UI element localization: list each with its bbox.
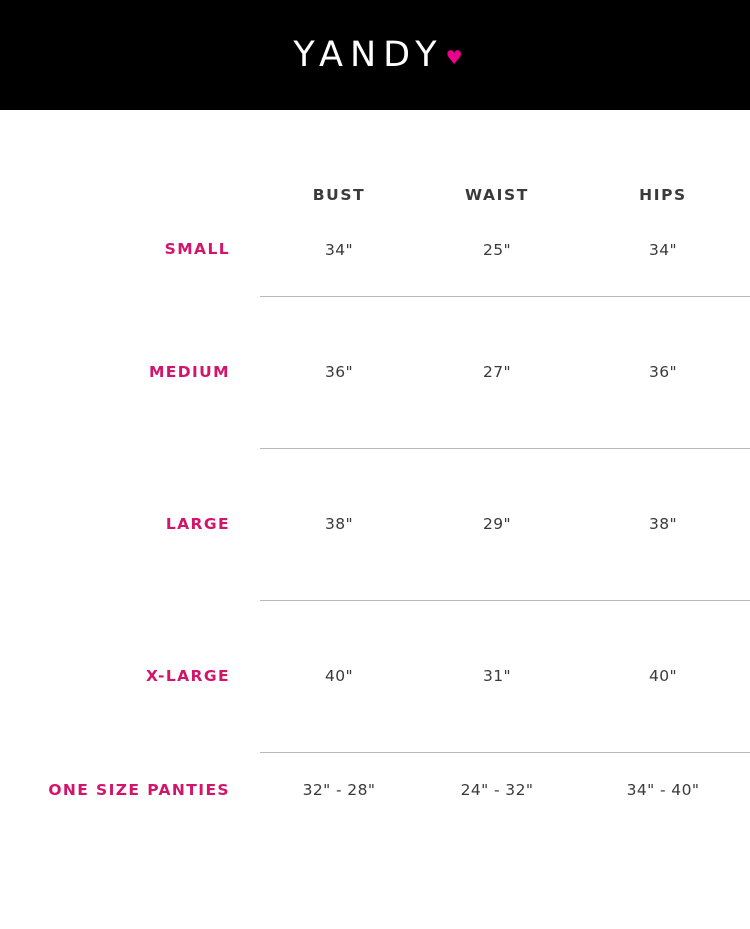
cell-onesize-waist: 24" - 32" <box>460 781 534 800</box>
table-row <box>0 204 750 296</box>
table-row <box>0 448 750 600</box>
column-header-bust: BUST <box>312 186 366 204</box>
row-label-xlarge: X-LARGE <box>145 666 230 685</box>
cell-large-hips: 38" <box>576 448 750 600</box>
table-row <box>0 296 750 448</box>
cell-xlarge-bust: 40" <box>260 600 418 752</box>
column-header-waist: WAIST <box>465 186 529 204</box>
cell-small-hips: 34" <box>576 204 750 296</box>
cell-medium-hips: 36" <box>576 296 750 448</box>
cell-small-waist: 25" <box>418 204 576 296</box>
cell-xlarge-hips: 40" <box>576 600 750 752</box>
cell-onesize-bust: 32" - 28" <box>302 781 376 800</box>
table-row <box>0 600 750 752</box>
cell-large-waist: 29" <box>418 448 576 600</box>
heart-icon: ♥ <box>445 46 463 69</box>
cell-xlarge-waist: 31" <box>418 600 576 752</box>
column-header-hips: HIPS <box>639 186 687 204</box>
cell-small-bust: 34" <box>260 204 418 296</box>
row-label-one-size-panties: ONE SIZE PANTIES <box>48 780 230 799</box>
site-header <box>0 0 750 110</box>
row-label-medium: MEDIUM <box>148 362 230 381</box>
row-label-small: SMALL <box>164 240 230 259</box>
size-chart-container <box>0 110 750 828</box>
cell-onesize-hips: 34" - 40" <box>626 781 700 800</box>
size-chart-table <box>0 172 750 828</box>
cell-medium-waist: 27" <box>418 296 576 448</box>
table-row <box>0 752 750 828</box>
brand-name: YANDY <box>293 34 444 75</box>
row-label-large: LARGE <box>165 514 230 533</box>
table-header-row <box>0 172 750 204</box>
cell-large-bust: 38" <box>260 448 418 600</box>
column-header-empty <box>0 172 260 204</box>
cell-medium-bust: 36" <box>260 296 418 448</box>
brand-logo[interactable] <box>287 34 463 75</box>
